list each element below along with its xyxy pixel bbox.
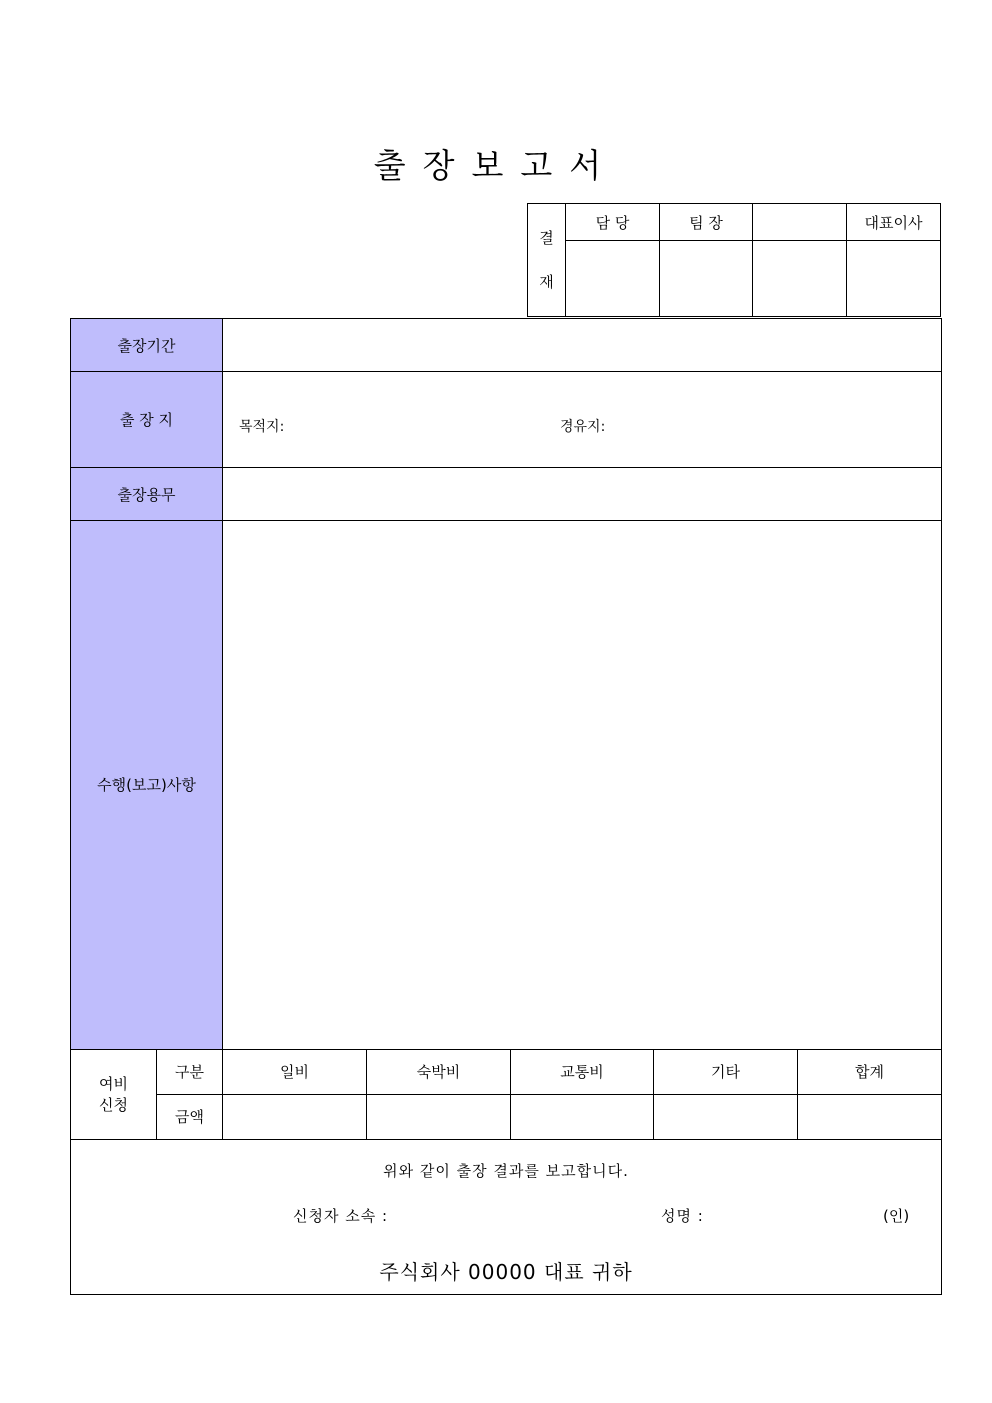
amount-lodging[interactable] [367, 1094, 511, 1139]
amount-other[interactable] [654, 1094, 798, 1139]
duty-field[interactable] [223, 468, 942, 521]
duty-label: 출장용무 [71, 468, 223, 521]
expense-request-label [71, 1049, 157, 1139]
report-label: 수행(보고)사항 [71, 521, 223, 1050]
page-title: 출장보고서 [373, 146, 619, 185]
amount-transport[interactable] [511, 1094, 654, 1139]
approval-box [527, 203, 941, 317]
period-field[interactable] [223, 319, 942, 372]
category-label: 구분 [157, 1049, 223, 1094]
approval-label [528, 204, 566, 317]
header-transport: 교통비 [511, 1049, 654, 1094]
approval-header-team-lead: 팀 장 [660, 204, 753, 241]
place-field[interactable] [223, 372, 942, 468]
report-field[interactable] [223, 521, 942, 1050]
approval-header-staff: 담 당 [566, 204, 660, 241]
via-label: 경유지: [560, 419, 606, 436]
destination-label: 목적지: [239, 419, 285, 436]
approval-label-top: 결 [539, 229, 554, 247]
period-label: 출장기간 [71, 319, 223, 372]
report-statement: 위와 같이 출장 결과를 보고합니다. [383, 1161, 629, 1180]
expense-label-line2: 신청 [99, 1096, 128, 1115]
addressee: 주식회사 00000 대표 귀하 [379, 1259, 633, 1284]
approval-header-ceo: 대표이사 [847, 204, 941, 241]
place-label: 출 장 지 [71, 372, 223, 468]
approval-header-blank [753, 204, 847, 241]
seal-mark: (인) [883, 1206, 910, 1225]
header-other: 기타 [654, 1049, 798, 1094]
approval-sign-staff[interactable] [566, 241, 660, 317]
approval-sign-team-lead[interactable] [660, 241, 753, 317]
approval-label-bottom: 재 [539, 273, 554, 291]
trip-report-form [70, 318, 942, 1295]
header-daily: 일비 [223, 1049, 367, 1094]
amount-total[interactable] [798, 1094, 942, 1139]
amount-label: 금액 [157, 1094, 223, 1139]
approval-sign-blank[interactable] [753, 241, 847, 317]
expense-label-line1: 여비 [99, 1075, 128, 1094]
applicant-name-label: 성명 : [661, 1206, 704, 1225]
applicant-affiliation-label: 신청자 소속 : [293, 1206, 389, 1225]
header-total: 합계 [798, 1049, 942, 1094]
header-lodging: 숙박비 [367, 1049, 511, 1094]
declaration-section [71, 1139, 942, 1294]
approval-sign-ceo[interactable] [847, 241, 941, 317]
amount-daily[interactable] [223, 1094, 367, 1139]
